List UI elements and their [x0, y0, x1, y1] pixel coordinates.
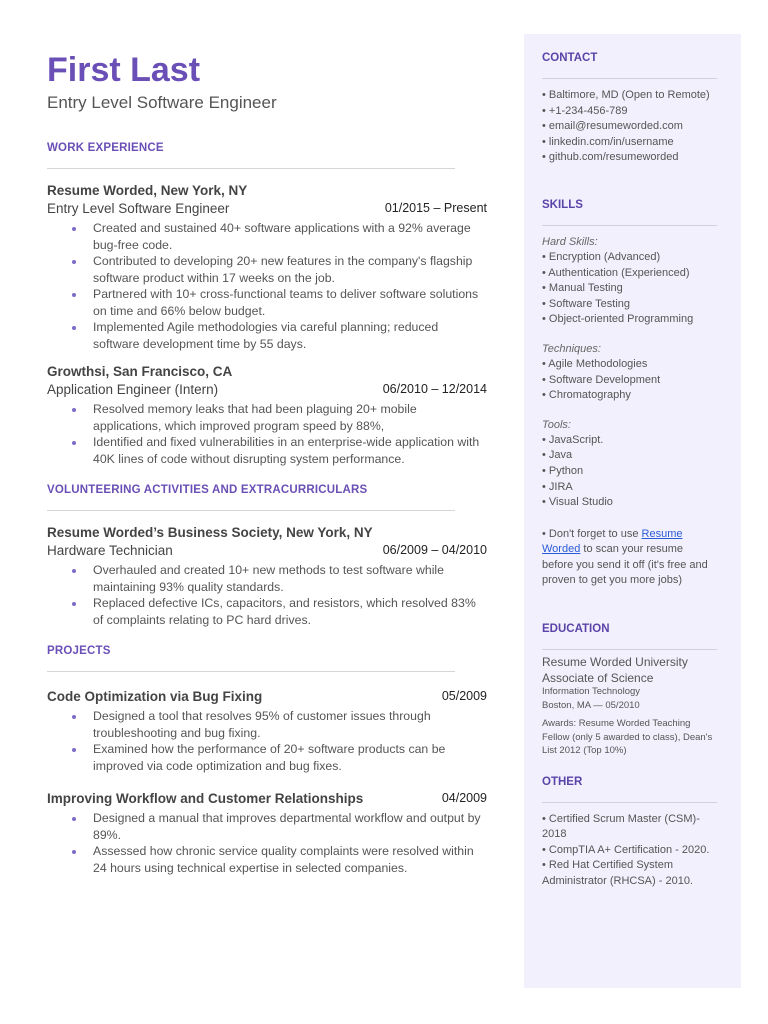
volunteering-section	[47, 484, 487, 628]
bullet-item: Identified and fixed vulnerabilities in an enterprise-wide application with 40K lines of code without disrupting system performance.	[47, 434, 487, 467]
bullet-dot-icon	[72, 748, 76, 752]
bullet-dot-icon	[72, 441, 76, 445]
bullet-item: Designed a manual that improves departmental workflow and output by 89%.	[47, 810, 487, 843]
contact-section	[542, 52, 717, 166]
skill-item: • JIRA	[542, 480, 573, 493]
project-entry	[47, 689, 487, 774]
hard-skills-list	[542, 250, 717, 328]
volunteering-heading: VOLUNTEERING ACTIVITIES AND EXTRACURRICULARS	[47, 484, 368, 496]
skills-section	[542, 199, 717, 589]
skill-item: • Software Testing	[542, 297, 631, 310]
bullet-dot-icon	[72, 817, 76, 821]
job-org: Growthsi, San Francisco, CA	[47, 364, 233, 379]
job-dates: 06/2010 – 12/2014	[382, 382, 487, 396]
bullet-dot-icon	[72, 260, 76, 264]
skill-item: • Python	[542, 464, 584, 477]
skill-item: • Java	[542, 449, 573, 462]
bullet-item: Replaced defective ICs, capacitors, and resistors, which resolved 83% of complaints relating to PC hard drives.	[47, 595, 487, 628]
project-bullets	[47, 708, 487, 774]
job-dates: 01/2015 – Present	[384, 201, 487, 215]
volunteer-role: Hardware Technician	[47, 543, 173, 558]
skill-item: • Software Development	[542, 373, 661, 386]
skills-heading: SKILLS	[542, 198, 583, 211]
candidate-name: First Last	[47, 51, 201, 89]
bullet-item: Designed a tool that resolves 95% of customer issues through troubleshooting and bug fixing.	[47, 708, 487, 741]
contact-linkedin[interactable]: • linkedin.com/in/username	[542, 135, 674, 148]
education-location-date: Boston, MA — 05/2010	[542, 699, 640, 711]
contact-phone: • +1-234-456-789	[542, 104, 628, 117]
work-section	[47, 142, 487, 467]
bullet-item: Resolved memory leaks that had been plaguing 20+ mobile applications, which improved program speed by 88%,	[47, 401, 487, 434]
certification-item: • Certified Scrum Master (CSM)- 2018	[542, 812, 700, 841]
project-date: 05/2009	[441, 689, 487, 703]
other-list	[542, 812, 717, 890]
skill-item: • Authentication (Experienced)	[542, 266, 690, 279]
skill-item: • Visual Studio	[542, 496, 613, 509]
skills-group-label: Hard Skills:	[542, 235, 598, 248]
job-role: Entry Level Software Engineer	[47, 201, 230, 216]
education-heading: EDUCATION	[542, 623, 610, 636]
contact-github[interactable]: • github.com/resumeworded	[542, 151, 679, 164]
other-section	[542, 776, 717, 890]
bullet-dot-icon	[72, 569, 76, 573]
candidate-title: Entry Level Software Engineer	[47, 93, 277, 112]
divider	[542, 225, 717, 226]
divider	[542, 649, 717, 650]
bullet-item: Examined how the performance of 20+ software products can be improved via code optimization and bug fixes.	[47, 741, 487, 774]
contact-location: • Baltimore, MD (Open to Remote)	[542, 89, 710, 101]
sidebar-content	[542, 52, 717, 890]
project-entry	[47, 791, 487, 876]
bullet-dot-icon	[72, 602, 76, 606]
divider	[542, 78, 717, 79]
volunteer-bullets	[47, 562, 487, 628]
certification-item: • CompTIA A+ Certification - 2020.	[542, 843, 710, 856]
skills-group-label: Tools:	[542, 418, 571, 431]
bullet-item: Assessed how chronic service quality complaints were resolved within 24 hours using technical expertise in selected companies.	[47, 843, 487, 876]
contact-email[interactable]: • email@resumeworded.com	[542, 120, 683, 133]
education-school: Resume Worded University	[542, 655, 688, 670]
education-degree: Associate of Science	[542, 671, 654, 686]
techniques-list	[542, 357, 717, 404]
bullet-dot-icon	[72, 715, 76, 719]
bullet-item: Overhauled and created 10+ new methods to test software while maintaining 93% quality standards.	[47, 562, 487, 595]
main-column	[47, 50, 487, 876]
education-awards: Awards: Resume Worded Teaching Fellow (only 5 awarded to class), Dean's List 2012 (Top 10%)	[542, 718, 713, 757]
bullet-item: Partnered with 10+ cross-functional teams to deliver software solutions on time and 66% below budget.	[47, 286, 487, 319]
volunteer-entry	[47, 525, 487, 628]
bullet-dot-icon	[72, 293, 76, 297]
job-role-row	[47, 382, 487, 397]
bullet-dot-icon	[72, 408, 76, 412]
skills-group-label: Techniques:	[542, 342, 601, 355]
bullet-dot-icon	[72, 326, 76, 330]
resume-tip: • Don't forget to use Resume Worded to scan your resume before you send it off (it's free and proven to get you more jobs)	[542, 527, 708, 587]
job-org: Resume Worded, New York, NY	[47, 183, 248, 198]
certification-item: • Red Hat Certified System Administrator (RHCSA) - 2010.	[542, 859, 693, 887]
project-name: Improving Workflow and Customer Relationships	[47, 791, 364, 806]
job-bullets	[47, 401, 487, 467]
work-heading: WORK EXPERIENCE	[47, 142, 164, 154]
skill-item: • Encryption (Advanced)	[542, 250, 661, 263]
skill-item: • Agile Methodologies	[542, 357, 648, 370]
contact-list	[542, 88, 717, 166]
project-date: 04/2009	[441, 791, 487, 805]
bullet-item: Created and sustained 40+ software applications with a 92% average bug-free code.	[47, 220, 487, 253]
skill-item: • Object-oriented Programming	[542, 313, 694, 326]
divider	[47, 671, 455, 672]
projects-heading: PROJECTS	[47, 645, 111, 657]
volunteer-dates: 06/2009 – 04/2010	[382, 543, 487, 557]
projects-section	[47, 645, 487, 876]
bullet-dot-icon	[72, 227, 76, 231]
job-bullets	[47, 220, 487, 352]
tools-list	[542, 433, 717, 511]
sidebar	[524, 34, 741, 988]
job-entry	[47, 183, 487, 352]
skill-item: • Chromatography	[542, 389, 631, 402]
divider	[47, 510, 455, 511]
education-field: Information Technology	[542, 686, 641, 698]
bullet-dot-icon	[72, 850, 76, 854]
contact-heading: CONTACT	[542, 52, 598, 64]
project-title-row	[47, 791, 487, 806]
resume-worded-link[interactable]: Resume Worded	[542, 527, 683, 556]
project-title-row	[47, 689, 487, 704]
job-role: Application Engineer (Intern)	[47, 382, 219, 397]
job-entry	[47, 364, 487, 467]
volunteer-org: Resume Worded’s Business Society, New York, NY	[47, 525, 373, 540]
other-heading: OTHER	[542, 775, 583, 788]
divider	[47, 168, 455, 169]
divider	[542, 802, 717, 803]
job-role-row	[47, 201, 487, 216]
skill-item: • Manual Testing	[542, 282, 623, 295]
volunteer-role-row	[47, 543, 487, 558]
skill-item: • JavaScript.	[542, 433, 604, 446]
bullet-item: Implemented Agile methodologies via careful planning; reduced software development time by 55 days.	[47, 319, 487, 352]
project-bullets	[47, 810, 487, 876]
project-name: Code Optimization via Bug Fixing	[47, 689, 263, 704]
education-section	[542, 623, 717, 758]
bullet-item: Contributed to developing 20+ new features in the company's flagship software product within 17 weeks on the job.	[47, 253, 487, 286]
